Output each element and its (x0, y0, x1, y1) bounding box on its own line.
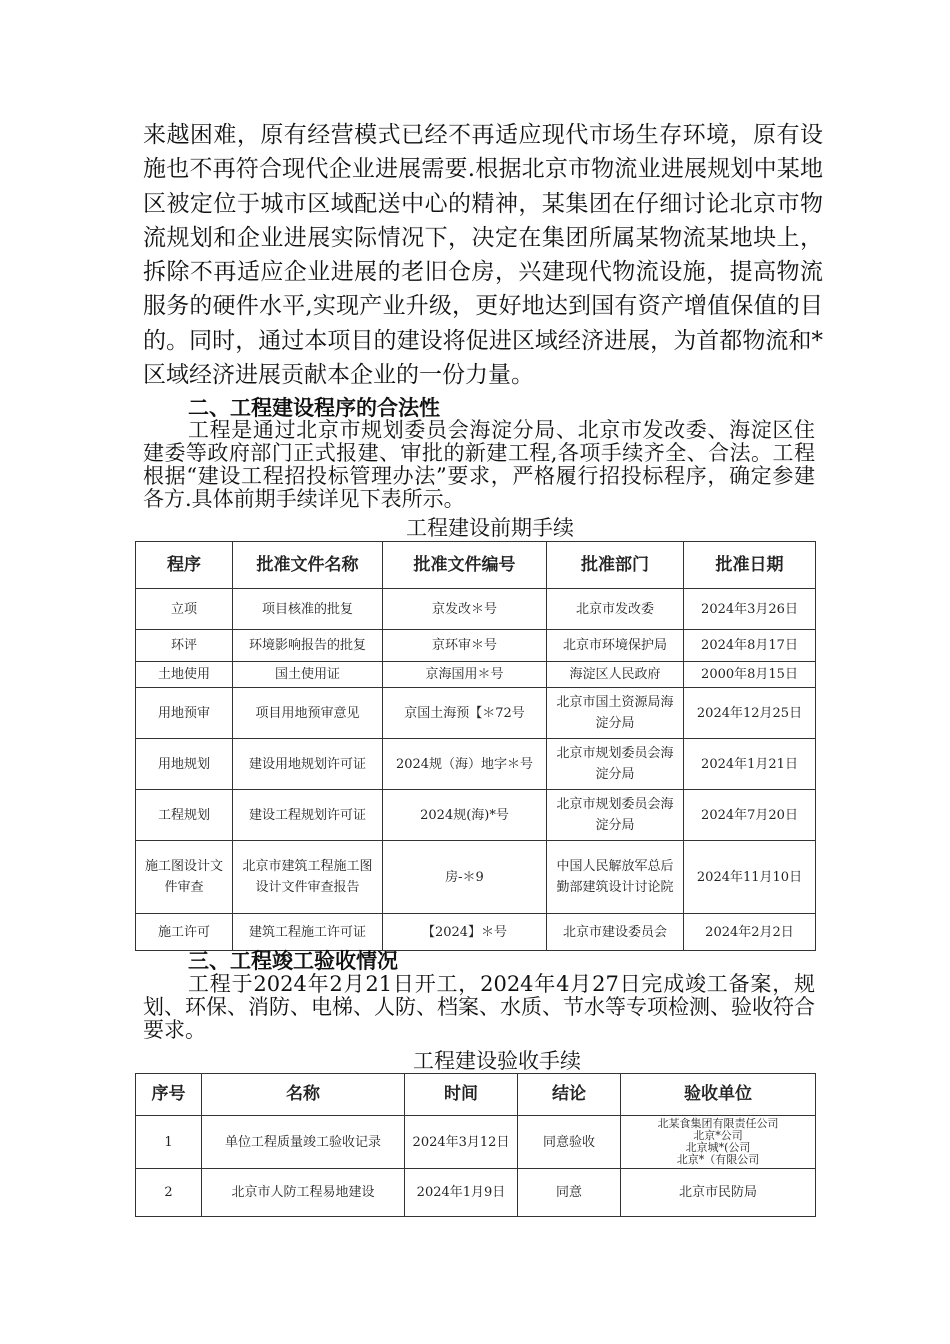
table-cell: 京海国用＊号 (383, 662, 547, 688)
column-header: 程序 (136, 542, 233, 589)
table-row (136, 1116, 816, 1169)
table-cell: 2024年3月12日 (405, 1116, 518, 1169)
table-cell: 土地使用 (136, 662, 233, 688)
table-cell: 2024年8月17日 (684, 630, 816, 662)
table-cell: 北京市规划委员会海淀分局 (547, 739, 684, 790)
table-row (136, 1169, 816, 1217)
table-cell: 国土使用证 (233, 662, 383, 688)
table-cell: 房-＊9 (383, 841, 547, 914)
column-header: 验收单位 (621, 1074, 816, 1116)
table-cell: 北京市环境保护局 (547, 630, 684, 662)
table-cell: 单位工程质量竣工验收记录 (202, 1116, 405, 1169)
acceptance-unit: 北京市民防局 (678, 1185, 757, 1200)
acceptance-procedures-table (135, 1073, 816, 1217)
intro-text: 来越困难，原有经营模式已经不再适应现代市场生存环境，原有设施也不再符合现代企业进展需要.根据北京市物流业进展规划中某地区被定位于城市区域配送中心的精神，某集团在仔细讨论北京市物流规划和企业进展实际情况下，决定在集团所属某物流某地块上，拆除不再适应企业进展的老旧仓房，兴建现代物流设施，提高物流服务的硬件水平,实现产业升级，更好地达到国有资产增值保值的目的。同时，通过本项目的建设将促进区域经济进展，为首都物流和*区域经济进展贡献本企业的一份力量。 (143, 122, 823, 389)
acceptance-unit-cell (621, 1169, 816, 1217)
table-cell: 施工图设计文件审查 (136, 841, 233, 914)
table-cell: 建筑工程施工许可证 (233, 914, 383, 951)
table-cell: 2024年7月20日 (684, 790, 816, 841)
table-header-row (136, 1074, 816, 1116)
column-header: 批准日期 (684, 542, 816, 589)
table-cell: 海淀区人民政府 (547, 662, 684, 688)
table2-caption: 工程建设验收手续 (413, 1049, 581, 1073)
table-row (136, 589, 816, 630)
table-cell: 项目用地预审意见 (233, 688, 383, 739)
acceptance-unit: 北某食集团有限责任公司 (657, 1117, 779, 1130)
table-cell: 京发改＊号 (383, 589, 547, 630)
table-cell: 同意 (518, 1169, 621, 1217)
table-cell: 2 (136, 1169, 202, 1217)
acceptance-unit: 北京城*(公司 (685, 1141, 751, 1154)
section3-heading: 三、工程竣工验收情况 (188, 948, 398, 973)
table-cell: 工程规划 (136, 790, 233, 841)
acceptance-unit: 北京*公司 (693, 1129, 743, 1142)
table-cell: 北京市规划委员会海淀分局 (547, 790, 684, 841)
table-cell: 用地规划 (136, 739, 233, 790)
table-cell: 北京市国土资源局海淀分局 (547, 688, 684, 739)
section2-paragraph: 工程是通过北京市规划委员会海淀分局、北京市发改委、海淀区住建委等政府部门正式报建、审批的新建工程,各项手续齐全、合法。工程根据“建设工程招投标管理办法”要求，严格履行招投标程序，确定参建各方.具体前期手续详见下表所示。 (143, 418, 815, 511)
column-header: 序号 (136, 1074, 202, 1116)
table-cell: 建设工程规划许可证 (233, 790, 383, 841)
approval-procedures-table (135, 541, 816, 951)
acceptance-unit: 北京*（有限公司 (676, 1153, 760, 1166)
table-cell: 北京市建筑工程施工图设计文件审查报告 (233, 841, 383, 914)
table-cell: 1 (136, 1116, 202, 1169)
table-cell: 北京市建设委员会 (547, 914, 684, 951)
table-cell: 施工许可 (136, 914, 233, 951)
table-row (136, 662, 816, 688)
table1-caption: 工程建设前期手续 (406, 516, 574, 540)
table-cell: 2024年2月2日 (684, 914, 816, 951)
table-cell: 北京市发改委 (547, 589, 684, 630)
table-cell: 2000年8月15日 (684, 662, 816, 688)
table-cell: 2024规(海)*号 (383, 790, 547, 841)
table-cell: 中国人民解放军总后勤部建筑设计讨论院 (547, 841, 684, 914)
table-cell: 项目核准的批复 (233, 589, 383, 630)
table-cell: 京环审＊号 (383, 630, 547, 662)
table-row (136, 630, 816, 662)
table-header-row (136, 542, 816, 589)
table-cell: 2024年1月9日 (405, 1169, 518, 1217)
table-row (136, 841, 816, 914)
table-cell: 2024年11月10日 (684, 841, 816, 914)
section3-paragraph: 工程于2024年2月21日开工，2024年4月27日完成竣工备案，规划、环保、消防、电梯、人防、档案、水质、节水等专项检测、验收符合要求。 (143, 972, 815, 1042)
table-cell: 立项 (136, 589, 233, 630)
column-header: 批准文件名称 (233, 542, 383, 589)
table-cell: 用地预审 (136, 688, 233, 739)
table-cell: 北京市人防工程易地建设 (202, 1169, 405, 1217)
table-cell: 同意验收 (518, 1116, 621, 1169)
table-row (136, 739, 816, 790)
intro-paragraph (143, 118, 823, 392)
table-cell: 京国土海预【＊72号 (383, 688, 547, 739)
table-cell: 2024规（海）地字＊号 (383, 739, 547, 790)
column-header: 批准部门 (547, 542, 684, 589)
table-row (136, 914, 816, 951)
section2-heading: 二、工程建设程序的合法性 (188, 395, 440, 420)
table-cell: 环评 (136, 630, 233, 662)
table-cell: 环境影响报告的批复 (233, 630, 383, 662)
table-cell: 【2024】＊号 (383, 914, 547, 951)
table-cell: 2024年1月21日 (684, 739, 816, 790)
table-cell: 2024年3月26日 (684, 589, 816, 630)
column-header: 结论 (518, 1074, 621, 1116)
table-row (136, 790, 816, 841)
acceptance-unit-cell (621, 1116, 816, 1169)
table-row (136, 688, 816, 739)
column-header: 批准文件编号 (383, 542, 547, 589)
column-header: 名称 (202, 1074, 405, 1116)
table-cell: 2024年12月25日 (684, 688, 816, 739)
table-cell: 建设用地规划许可证 (233, 739, 383, 790)
column-header: 时间 (405, 1074, 518, 1116)
